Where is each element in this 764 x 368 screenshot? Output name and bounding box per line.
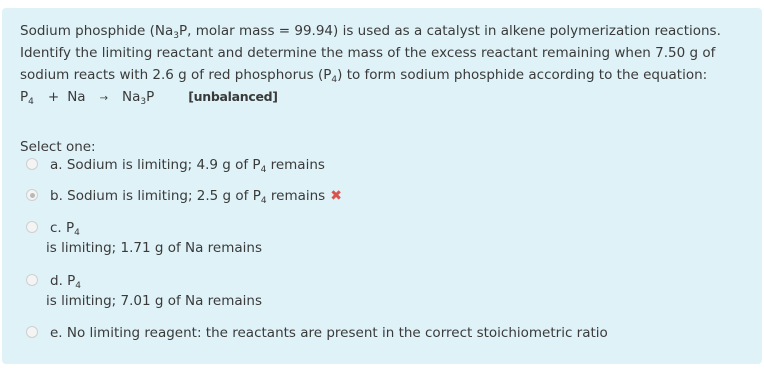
eq-reactant-na: Na [67,89,86,105]
option-e-label: e. No limiting reagent: the reactants are present in the correct stoichiometric ratio [50,325,608,341]
select-one-label: Select one: [20,139,96,155]
chemical-equation [20,86,750,110]
radio-option-d[interactable] [26,274,38,286]
option-text: a. Sodium is limiting; 4.9 g of P [50,157,261,173]
radio-option-e[interactable] [26,326,38,338]
question-panel [2,8,762,364]
option-b-label [50,186,342,206]
eq-arrow: → [99,93,108,104]
question-text-part: P, molar mass = 99.94) is used as a catalyst in alkene polymerization reactions. [178,23,721,39]
radio-option-c[interactable] [26,221,38,233]
option-text: c. P [50,220,75,236]
subscript: 3 [173,31,179,41]
option-d-continuation: is limiting; 7.01 g of Na remains [46,293,262,309]
option-text: b. Sodium is limiting; 2.5 g of P [50,188,261,204]
question-text-part: ) to form sodium phosphide according to the equation: [337,67,708,83]
subscript: 4 [74,228,80,238]
eq-product-p: P [146,89,155,105]
subscript: 4 [260,196,267,206]
radio-option-b[interactable] [26,189,38,201]
option-text: d. P [50,273,76,289]
radio-option-a[interactable] [26,158,38,170]
subscript: 3 [140,97,147,107]
subscript: 4 [260,165,267,175]
option-c-label [50,218,80,238]
subscript: 4 [331,75,338,85]
eq-product: Na [121,89,141,105]
question-text-part: Sodium phosphide (Na [20,23,174,39]
subscript: 4 [28,97,34,107]
option-c-continuation: is limiting; 1.71 g of Na remains [46,240,262,256]
eq-unbalanced-note: [unbalanced] [188,89,278,104]
option-text: remains [266,157,325,173]
question-line-3 [20,64,750,86]
question-text-part: sodium reacts with 2.6 g of red phosphorus (P [20,67,332,83]
option-a-label [50,155,325,175]
eq-plus: + [47,89,60,105]
question-line-1 [20,20,750,42]
incorrect-icon: ✖ [330,188,342,204]
question-line-2: Identify the limiting reactant and determine the mass of the excess reactant remaining when 7.50 g of [20,45,716,61]
option-text: remains [266,188,326,204]
question-text [20,20,750,110]
eq-reactant-p: P [20,89,29,105]
option-d-label [50,271,81,291]
subscript: 4 [75,281,82,291]
